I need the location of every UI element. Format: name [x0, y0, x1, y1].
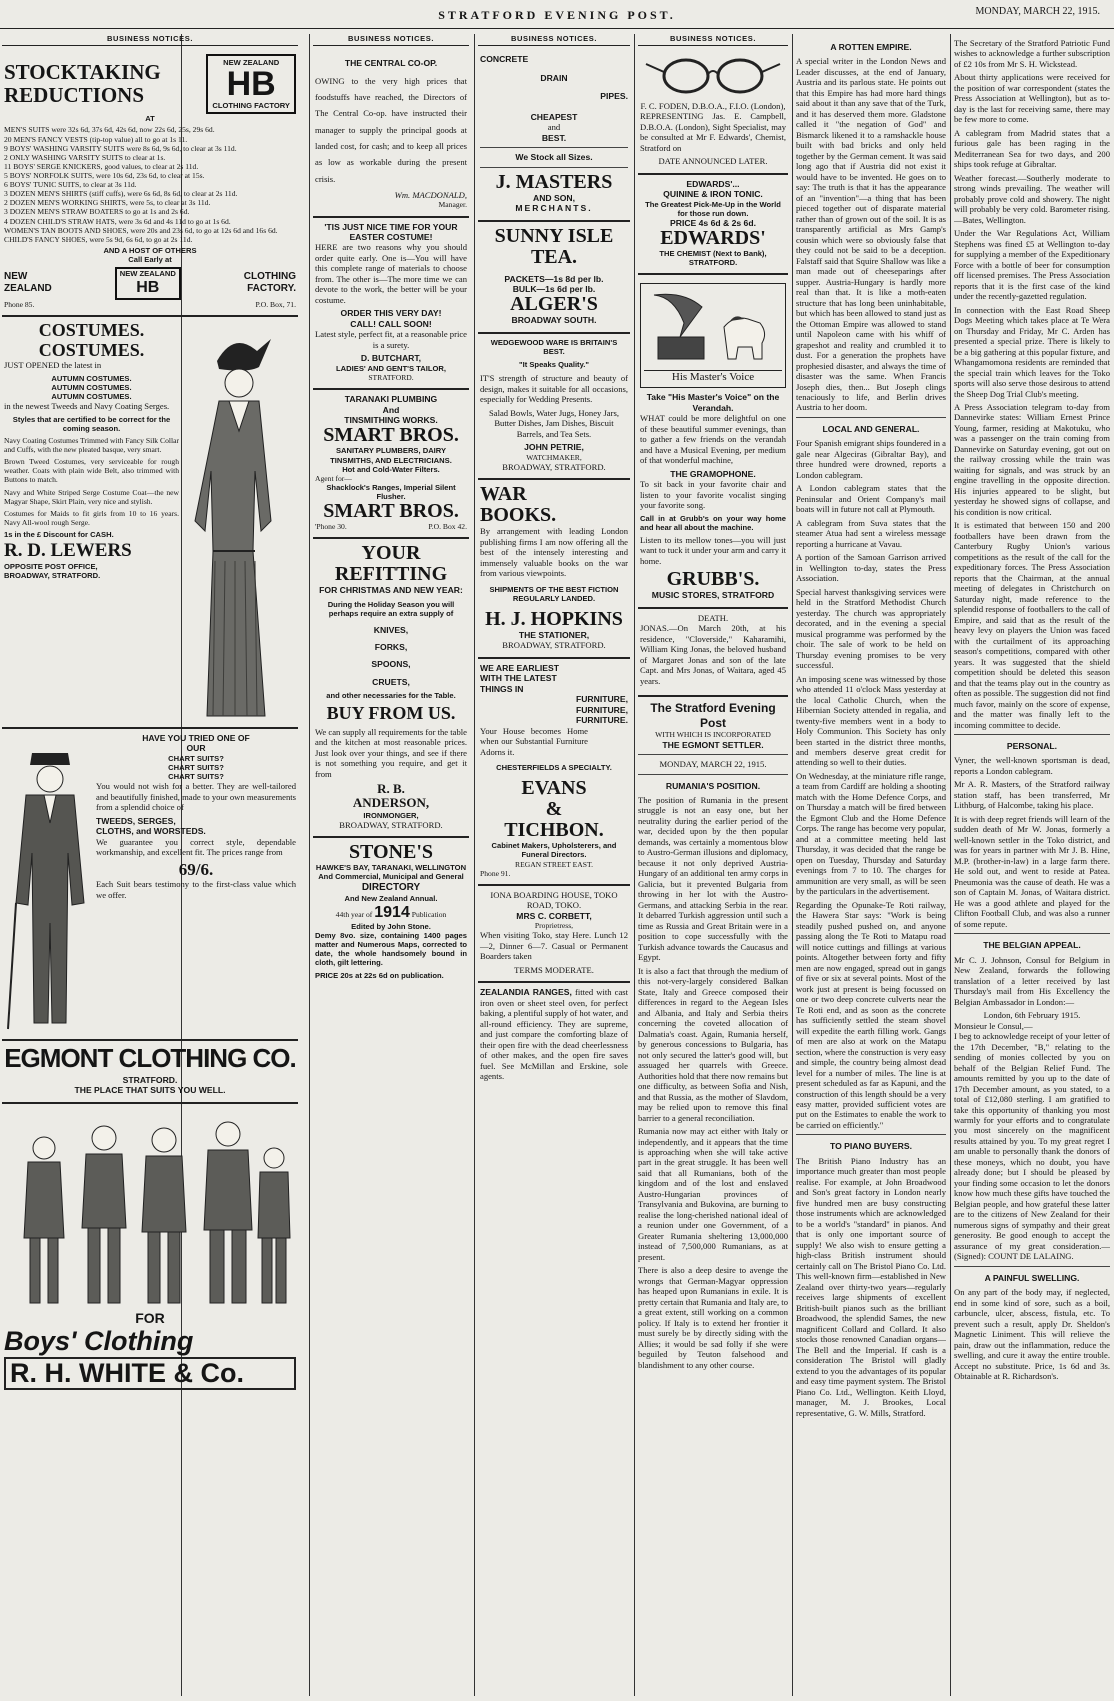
article-paragraph: It is with deep regret friends will learn of the sudden death of Mr W. Jonas, formerly a well-known settler in the Toko district, and was for years in partner with Mr J. B. Hine, M.P. (brother-in-law) in a large farm there. He sold out, and went to reside at Patea. Pneumonia was the cause of death. He was a son of Captain M. Jonas, of Waitara district. He was a good athlete and played for the Clifton Football Club, and was also a runner of some repute. — [954, 813, 1110, 929]
ad-text: THE GRAMOPHONE. — [670, 468, 756, 479]
article-title: A ROTTEN EMPIRE. — [830, 42, 912, 52]
egmont-clothing-ad — [2, 729, 298, 1041]
advertiser-address: OPPOSITE POST OFFICE, — [4, 562, 98, 572]
evans-tichbon-furniture-ad — [478, 659, 630, 886]
advertiser-name: ALGER'S — [510, 293, 598, 316]
boys-illustration — [4, 1108, 294, 1308]
death-notice — [638, 609, 788, 697]
advertiser-name: ANDERSON, — [352, 795, 430, 811]
article-paragraph: On Wednesday, at the miniature rifle range, a team from Cardiff are holding a shooting match with the Home Defence Corps, and on Thursday a match will be fired between the Egmont Club and the Home Defence Corps. The range has become very popular, and at a committee meeting held last Thursday, it was decided that the range be open on Tuesday, Thursday and Saturday evenings from 7 to 10. The charges for ammunition are very small, as will be seen by the particulars in the advertisement. — [796, 770, 946, 897]
article-paragraph: A portion of the Samoan Garrison arrived in Wellington to-day, states the Press Association. — [796, 552, 946, 584]
ad-text: BULK—1s 6d per lb. — [512, 283, 596, 294]
list-item: 9 BOYS' WASHING VARSITY SUITS were 8s 6d, 9s 6d, to clear at 3s 11d. — [4, 143, 237, 153]
phone-number: 'Phone 30. — [315, 522, 347, 532]
ad-text: Call in at Grubb's on your way home and hear all about the machine. — [640, 513, 786, 532]
advertiser-name: JOHN PETRIE, — [524, 442, 584, 453]
divider — [638, 774, 788, 775]
article-paragraph: The Secretary of the Stratford Patriotic Fund wishes to acknowledge a further subscription of £2 10s from Mr S. H. Wickstead. — [954, 38, 1110, 69]
ad-text: HAVE YOU TRIED ONE OF — [142, 732, 250, 743]
ad-text: WITH THE LATEST — [480, 673, 557, 684]
column-rule — [634, 34, 635, 1696]
article-paragraph: A Press Association telegram to-day from Dannevirke states: William Ernest Prince Young, farmer, residing at Makotuku, who was a passenger on the train coming from Dannevirke on Saturday evening, got out on the railway crossing while the train was waiting for signals, and was struck by an engine travelling in the opposite direction. His injuries appeared to be slight, but yesterday he showed signs of collapse, and his condition is now critical. — [954, 401, 1110, 517]
article-paragraph: A London cablegram states that the Peninsular and Orient Company's mail boats will in future not call at Plymouth. — [796, 483, 946, 515]
ad-text: Latest style, perfect fit, at a reasonable price is a surety. — [315, 329, 467, 350]
ad-text: CHEAPEST — [530, 111, 578, 122]
ad-text: in the newest Tweeds and Navy Coating Serges. — [4, 401, 170, 412]
hb-logo-small — [115, 267, 181, 300]
logo-text: NEW ZEALAND — [223, 58, 280, 68]
advertiser-address: BROADWAY, STRATFORD. — [502, 640, 606, 651]
phone-number: Phone 91. — [480, 868, 511, 878]
ad-title: TARANAKI PLUMBING — [344, 394, 438, 405]
list-item: 5 BOYS' NORFOLK SUITS, were 10s 6d, 23s 6d, to clear at 15s. — [4, 171, 205, 181]
ad-text: Costumes for Maids to fit girls from 10 to 16 years. Navy All-wool rough Serge. — [4, 508, 179, 527]
logo-mark: HB — [226, 65, 276, 104]
column-4 — [638, 34, 788, 1694]
ad-text: KNIVES, — [373, 624, 409, 635]
section-heading: BUSINESS NOTICES. — [638, 34, 788, 46]
ad-title: COSTUMES. — [38, 339, 145, 360]
ad-text: FURNITURE, — [575, 694, 628, 705]
ad-text: The Greatest Pick-Me-Up in the World for those run down. — [645, 199, 781, 218]
ad-text: and other necessaries for the Table. — [326, 690, 456, 700]
column-3 — [478, 34, 630, 1694]
column-rule — [474, 34, 475, 1696]
column-6 — [954, 34, 1110, 1694]
divider — [480, 147, 628, 148]
article-title: RUMANIA'S POSITION. — [665, 780, 761, 791]
list-item: 6 BOYS' TUNIC SUITS, to clear at 3s 11d. — [4, 180, 137, 190]
paper-name: The Stratford Evening Post — [650, 701, 776, 730]
ad-text: You would not wish for a better. They are well-tailored and beautifully finished, made to your own measurements from a splendid choice of — [96, 781, 296, 813]
article-paragraph: The British Piano Industry has an importance much greater than most people realise. For example, at John Broadwood and Son's great factory in London nearly five hundred men are busy constructing those instruments which are acknowledged to be a world's "standard" in pianos. And that is only one important source of supply! We also wish to ensure getting a high-class British instrument should certainly call on The Bristol Piano Co. Ltd. This well-known firm—established in New Zealand over thirty-two years—regularly receives large shipments of excellent British-built pianos such as the brilliant Broadwood, the splendid Sames, the new magnificent Collard and Collard. It also stocks those renowned Canadian organs—The Bell and the Imperial. If cash is a consideration The Bristol will gladly extend to you the advantages of its popular and easy time payment system. The Bristol Piano Co. Ltd., Wellington. Keith Lloyd, manager, M. J. Brookes, Local representative, G. W. Mills, Stratford. — [796, 1155, 946, 1418]
masters-drain-pipes-ad — [478, 50, 630, 221]
article-paragraph: A cablegram from Suva states that the steamer Atua had sent a wireless message reporting a hurricane at Vavau. — [796, 517, 946, 549]
article-paragraph: Under the War Regulations Act, William Stephens was fined £5 at Wellington to-day for supplying a member of the Expeditionary Force with a bottle of beer for consumption off licensed premises. The Press Association reports that it is the first case of the kind under the recently-gazetted regulation. — [954, 228, 1110, 302]
advertiser-name: EDWARDS' — [660, 227, 766, 250]
column-2 — [313, 34, 469, 1694]
anderson-ironmonger-ad — [313, 539, 469, 838]
article-title: TO PIANO BUYERS. — [830, 1141, 912, 1152]
foden-optician-ad — [638, 50, 788, 174]
petrie-wedgewood-ad — [478, 334, 630, 480]
advertiser-address: REGAN STREET EAST. — [515, 859, 593, 869]
ad-text: DIRECTORY — [361, 881, 421, 893]
ad-text: CHART SUITS? — [168, 762, 224, 772]
masthead — [0, 0, 1114, 29]
masthead-date: MONDAY, MARCH 22, 1915. — [975, 6, 1100, 17]
column-rule — [309, 34, 310, 1696]
list-item: CHILD'S FANCY SHOES, were 5s 9d, 6s 6d, to go at 2s 11d. — [4, 234, 193, 244]
advertiser-name: R. H. WHITE & Co. — [4, 1357, 296, 1391]
advertiser-name: F. C. FODEN, D.B.O.A., F.I.O. (London), — [640, 100, 786, 111]
lewers-costumes-ad — [2, 317, 298, 729]
advertiser-name: MRS C. CORBETT, — [516, 910, 592, 921]
advertiser-name: D. BUTCHART, — [360, 353, 422, 364]
ad-text: Hot and Cold-Water Filters. — [342, 464, 440, 474]
logo-text: NEW ZEALAND — [119, 269, 176, 279]
ad-text: Navy and White Striped Serge Costume Coat—the new Magyar Shape, Skirt Plain, very nice and stylish. — [4, 487, 179, 506]
ad-text: FURNITURE. — [575, 715, 628, 726]
ad-text: 1914 — [374, 903, 410, 921]
ad-title: BUY FROM US. — [326, 702, 456, 723]
edwards-tonic-ad — [638, 175, 788, 276]
divider — [954, 1266, 1110, 1267]
ad-title: REFITTING — [334, 563, 448, 586]
advertiser-address: BROADWAY, STRATFORD. — [502, 461, 606, 472]
ad-text: CHART SUITS? — [168, 753, 224, 763]
section-heading: BUSINESS NOTICES. — [478, 34, 630, 46]
ad-title: SUNNY ISLE — [494, 224, 614, 247]
article-paragraph: A special writer in the London News and Leader discusses, at the end of January, Austria and its parlous state. He points out that this Empire has had more hard things said about it than any save that of the Turk, and it has deserved them more. Gladstone called it "the negation of God" and Bismarck likened it to a ramshackle house built with bad bricks and only held together by the German cement. It was said long ago that if Austria did not exist it would have to be invented. He goes on to say: The truth is that it has the appearance of an "invention"—a thing that has been pieced together out of disparate material rather than of grown out of the soil. It is as transparently artificial as Mrs Gamp's cousin which were so obviously false that they could not be said to be a deception. Falstaff said that Squire Shallow was like a man made out of cheeseparings after supper. Austria-Hungary is hardly more real than that. It is like a moth-eaten structure that has long been uninhabitable, but which has been allowed to stand just as the Ottoman Empire was allowed to stand until Napoleon came with his whiff of grapeshot and reality and crumbled it to dust. For a generation the prophets have prophesied disaster, and always the time of disaster was the same. When Francis Joseph dies, then... But Joseph clings tenaciously to life, and Berlin drives Austria to her doom. — [796, 56, 946, 413]
list-item: 2 ONLY WASHING VARSITY SUITS to clear at 1s. — [4, 152, 166, 162]
ad-text: OUR — [186, 743, 206, 754]
ad-text: THINGS IN — [480, 683, 524, 694]
ad-title: Boys' Clothing — [4, 1326, 194, 1357]
article-paragraph: In connection with the East Road Sheep Dogs Meeting which takes place at Te Wera on Thursday and Friday, Mr C. Arden has presented a special prize. There is likely to be a big gathering at this popular fixture, and Whangamomona residents are reminded that the special train which leaves for the Toko sports will also serve those desirous to attend the Sheep Dog Trial Club's meeting. — [954, 304, 1110, 399]
ad-text: Listen to its mellow tones—you will just want to tuck it under your arm and carry it home. — [640, 534, 786, 566]
central-coop-ad — [313, 50, 469, 217]
article-paragraph: Four Spanish emigrant ships foundered in a gale near Algeciras (Gibraltar Bay), and three hundred were drowned, reports a London cablegram. — [796, 438, 946, 480]
ad-text: We can supply all requirements for the table and the kitchen at most reasonable prices. Just look over your things, and see if there is not something you require, and get it from — [315, 726, 467, 779]
column-5 — [796, 34, 946, 1694]
ad-title: And — [382, 404, 400, 415]
stones-directory-ad — [313, 838, 469, 985]
ad-text: MERCHANTS. — [515, 203, 593, 214]
article-paragraph: Mr A. R. Masters, of the Stratford railway station staff, has been transferred, Mr Lithburg, of Halcombe, taking his place. — [954, 779, 1110, 811]
advertiser-address: BROADWAY SOUTH. — [511, 315, 597, 326]
ad-text: By arrangement with leading London publishing firms I am now offering all the best of the intensely interesting and immensely valuable books on the war from various viewpoints. — [480, 526, 628, 579]
ad-text: HAWKE'S BAY, TARANAKI, WELLINGTON And Commercial, Municipal and General — [315, 863, 467, 882]
advertiser-name: GRUBB'S. — [666, 568, 760, 591]
zealandia-ranges-ad — [478, 983, 630, 1090]
column-rule — [950, 34, 951, 1696]
ad-text: Cabinet Makers, Upholsterers, and Funeral Directors. — [491, 841, 617, 860]
editorial-date: MONDAY, MARCH 22, 1915. — [659, 759, 767, 770]
article-paragraph: Mr C. J. Johnson, Consul for Belgium in New Zealand, forwards the following translation of a letter received by last Thursday's mail from His Excellency the Belgian Ambassador in London:— — [954, 954, 1110, 1007]
article-paragraph: I beg to acknowledge receipt of your letter of the 17th December, "B," relating to the sending of monies collected by you on behalf of the Belgian Relief Fund. The amounts remitted by you up to the date of 17th December amount, as you stated, to a total of £12,080 sterling. I am gratified to take this opportunity of thanking you most warmly for your efforts and to congratulate you most sincerely on the magnificent results attained by you. To my great regret I am unable to personally thank the donors of these moneys, which no doubt, you have already done; but I should be pleased by your finding some occasion to let the donors know how much these gifts have touched the Belgian people, and how grateful these latter are to the citizens of New Zealand for their numerous signs of sympathy and their great generosity. Be good enough to accept the assurance of my great consideration.—(Signed): COUNT DE LALAING. — [954, 1031, 1110, 1262]
ad-text: To sit back in your favorite chair and listen to your favorite vocalist singing your favorite song. — [640, 479, 786, 511]
article-paragraph: An imposing scene was witnessed by those who attended 11 o'clock Mass yesterday at the local Catholic Church, when the Hibernian Society attended in regalia, and twenty-five members went in a body to Holy Communion. This Society has only been started in the district three months, and members deserve great credit for attending so well to their duties. — [796, 673, 946, 768]
ad-text: DRAIN — [540, 72, 568, 83]
article-paragraph: It is estimated that between 150 and 200 footballers have been drawn from the Canterbury Rugby Union's various competitions as the result of the call for the expeditionary forces. The Press Association reports that the Chairman, at the annual meeting of delegates in Christchurch on Saturday night, made reference to the splendid response of footballers to the call of Empire, and said that as the result of the heavy levy on players the Union was faced with the curtailment of its approaching season's competitions, compared with other years. It was suggested that the shield competition should be deleted this season and that the teams play out in the country as often as possible. The suggestion did not find much favor, mainly on the score of expense, and the matter was finally left to the incoming committee to decide. — [954, 520, 1110, 730]
ad-text: DATE ANNOUNCED LATER. — [658, 156, 768, 167]
ad-text: Shacklock's Ranges, Imperial Silent Flusher. — [326, 482, 456, 502]
advertiser-address: MUSIC STORES, STRATFORD — [651, 590, 775, 601]
ad-text: CLOTHING — [243, 271, 296, 283]
ad-text: "It Speaks Quality." — [519, 360, 589, 370]
article-paragraph: A cablegram from Madrid states that a furious gale has been raging in the Mediterranean Sea for two days, and 200 ships took refuge at Gibraltar. — [954, 127, 1110, 170]
ad-text: Agent for— — [315, 473, 352, 483]
ad-text: TERMS MODERATE. — [514, 964, 594, 975]
ad-text: CLOTHS, and WORSTEDS. — [96, 826, 206, 837]
ad-text: WE ARE EARLIEST — [480, 662, 559, 673]
ad-text: When visiting Toko, stay Here. Lunch 12—2, Dinner 6—7. Casual or Permanent Boarders taken — [480, 930, 628, 962]
ad-text: Proprietress, — [534, 921, 574, 931]
hb-clothing-ad — [2, 50, 298, 317]
divider — [796, 1134, 946, 1135]
ad-title: Take "His Master's Voice" on the Verandah. — [646, 392, 780, 413]
editorial — [638, 701, 788, 1370]
ad-text: CHART SUITS? — [168, 772, 224, 782]
ad-text: ZEALAND — [4, 283, 52, 295]
article-title: LOCAL AND GENERAL. — [822, 423, 920, 434]
ad-text: PACKETS—1s 8d per lb. — [504, 273, 604, 284]
article-paragraph: Weather forecast.—Southerly moderate to strong winds prevailing. The weather will probably prove cold and showery. The night will probably be very cold. Barometer rising.—Bates, Wellington. — [954, 172, 1110, 225]
advertiser-name: TICHBON. — [504, 819, 604, 842]
list-item: 20 MEN'S FANCY VESTS (tip-top value) all to go at 1s 11. — [4, 134, 188, 144]
ad-text: CALL! CALL SOON! — [350, 318, 432, 329]
woman-costume-illustration — [179, 321, 289, 721]
list-item: 11 BOYS' SERGE KNICKERS, good values, to clear at 2s 11d. — [4, 161, 199, 171]
ad-title: TEA. — [530, 245, 578, 268]
ad-text: IRONMONGER, — [363, 810, 419, 820]
advertiser-name: J. MASTERS — [495, 170, 613, 193]
white-boys-clothing-ad — [2, 1104, 298, 1397]
column-rule — [792, 34, 793, 1696]
ad-title: WAR — [480, 483, 527, 506]
ad-title: THE CENTRAL CO-OP. — [344, 58, 438, 69]
ad-text: JUST OPENED the latest in — [4, 360, 102, 371]
ad-text: ORDER THIS VERY DAY! — [340, 308, 442, 319]
newspaper-title: STRATFORD EVENING POST. — [438, 8, 676, 22]
ad-title: REDUCTIONS — [4, 83, 145, 108]
ad-text: CHESTERFIELDS A SPECIALTY. — [496, 763, 612, 773]
article-title: A PAINFUL SWELLING. — [984, 1272, 1080, 1283]
ad-text: WITH WHICH IS INCORPORATED — [655, 730, 771, 740]
ad-title: TINSMITHING WORKS. — [344, 415, 438, 425]
section-heading: BUSINESS NOTICES. — [313, 34, 469, 46]
list-item: MEN'S SUITS were 32s 6d, 37s 6d, 42s 6d, now 22s 6d, 25s, 29s 6d. — [4, 125, 215, 135]
egmont-footer — [2, 1041, 298, 1104]
ad-text: Styles that are certified to be correct for the coming season. — [12, 414, 171, 433]
ad-text: THE STATIONER, — [518, 629, 590, 640]
butchart-tailor-ad — [313, 218, 469, 391]
list-item: 3 DOZEN MEN'S SHIRTS (stiff cuffs), were 6s 6d, 8s 6d, to clear at 2s 11d. — [4, 189, 238, 199]
ad-text: WHAT could be more delightful on one of these beautiful summer evenings, than to gather a few friends on the verandah and have a Musical Evening, per medium of that wonderful machine, — [640, 413, 786, 466]
ad-text: BEST. — [541, 132, 567, 143]
ad-text: AND SON, — [532, 192, 576, 203]
ad-text: AND A HOST OF OTHERS — [103, 245, 197, 255]
advertiser-name: SMART BROS. — [323, 500, 459, 523]
list-item: 3 DOZEN MEN'S STRAW BOATERS to go at 1s and 2s 6d. — [4, 207, 190, 217]
letter-date: London, 6th February 1915. — [983, 1010, 1081, 1021]
smart-bros-ad — [313, 390, 469, 539]
article-paragraph: It is also a fact that through the medium of this not-very-largely considered Balkan State, Italy and Greece composed their differences in regard to the Aegean Isles and Albania, and Italy and Serbia theirs concerning the coveted allocation of Dalmatia's coast. Again, Rumania herself, by generous concessions to Bulgaria, has not only secured the latter's good will, but assuaged her quarrels with Greece. Authorities hold that there now remains but one difficulty, as between Sofia and Nish, and that Russia, as the mother of Slavdom, may be relied upon to remove this final barrier to a general reconciliation. — [638, 965, 788, 1123]
article-paragraph: About thirty applications were received for the position of war correspondent (states the Press Association at Wellington), but as to-day is the last for receiving same, there may be few more to come. — [954, 72, 1110, 125]
logo-mark: HB — [136, 279, 160, 297]
ad-text: CONCRETE — [480, 54, 529, 65]
ad-text: fitted with cast iron oven or sheet steel oven, for perfect baking, a plentiful supply of hot water, and all-round efficiency. They are supreme, and just compare the comforting blaze of their open fire with the dead cheerlessness of other makes, and the open fire saves fuel. See McMillan and Erskine, sole agents. — [480, 987, 629, 1082]
ad-title: EDWARDS'... — [686, 178, 740, 189]
ad-title: COSTUMES. — [38, 319, 145, 340]
ad-text: 1s in the £ Discount for CASH. — [4, 529, 114, 539]
article-title: PERSONAL. — [1006, 741, 1058, 751]
ad-text: TWEEDS, SERGES, — [96, 815, 176, 826]
ad-text: HERE are two reasons why you should order quite early. One is—You will have this complete range of materials to choose from. The other is—The more time we can devote to the work, the better will be your costume. — [315, 242, 467, 305]
ad-text: PIPES. — [600, 91, 628, 102]
divider — [638, 754, 788, 755]
gramophone-dog-illustration — [644, 287, 784, 367]
his-masters-voice-logo: His Master's Voice — [644, 370, 782, 384]
ad-text: and — [547, 122, 561, 133]
price: PRICE 4s 6d & 2s 6d. — [670, 217, 756, 228]
price-list — [4, 125, 296, 243]
ad-text: Each Suit bears testimony to the first-class value which we offer. — [96, 879, 296, 900]
ad-text: Salad Bowls, Water Jugs, Honey Jars, Butter Dishes, Jam Dishes, Biscuit Barrels, and Tea Sets. — [489, 407, 619, 439]
ad-title: IONA BOARDING HOUSE, TOKO ROAD, TOKO. — [490, 889, 618, 911]
ad-title: BOOKS. — [480, 504, 557, 527]
po-box: P.O. Box 42. — [428, 522, 467, 532]
ad-title: STOCKTAKING — [4, 60, 161, 85]
ad-text: And New Zealand Annual. — [344, 893, 438, 903]
ad-text: FORKS, — [374, 642, 408, 653]
advertiser-name: R. D. LEWERS — [4, 540, 132, 562]
signature: Wm. MACDONALD, — [394, 189, 467, 200]
advertiser-address: THE CHEMIST (Next to Bank), STRATFORD. — [659, 249, 767, 268]
article-title: THE BELGIAN APPEAL. — [983, 940, 1081, 951]
logo-text: CLOTHING FACTORY — [212, 101, 290, 111]
ad-text: FURNITURE, — [575, 704, 628, 715]
article-paragraph: The position of Rumania in the present struggle is not an easy one, but her neutrality during the earlier period of the war, decided upon by the then popular demands, was certainly a momentous blow to Austro-German illusions and diplomacy, because it not only deprived Austria-Hungary of an additional ten army corps in Galicia, but it prevented Bulgaria from throwing in her lot with the Austro-Germans, and attacking Serbia in the rear. It debarred Turkish aggression until such a time as Russia and Great Britain were in a position to cope successfully with the Turkish advance towards the Caucasus and Egypt. — [638, 795, 788, 963]
divider — [954, 933, 1110, 934]
ad-text: AUTUMN COSTUMES. — [51, 383, 132, 393]
hb-logo — [206, 54, 296, 114]
ad-text: SANITARY PLUMBERS, DAIRY TINSMITHS, AND ELECTRICIANS. — [330, 446, 452, 465]
ad-text: Manager. — [438, 200, 467, 210]
list-item: 2 DOZEN MEN'S WORKING SHIRTS, were 5s, to clear at 3s 11d. — [4, 198, 211, 208]
article-paragraph: There is also a deep desire to avenge the wrongs that German-Magyar oppression has heaped upon Rumanians in exile. It is pretty certain that Rumania and Italy are, to a great extent, still working on a common policy. If Italy is to extend her frontier it must surely be by directly siding with the Allies; it would be sad folly if she were beguiled by Teuton falsehood and blandishment to any other course. — [638, 1265, 788, 1370]
letter-salutation: Monsieur le Consul,— — [954, 1020, 1033, 1031]
article-paragraph: On any part of the body may, if neglected, end in some kind of sore, such as a boil, carbuncle, ulcer, abscess, fistula, etc. To prevent such a result, apply Dr. Sheldon's Magnetic Liniment. This will relieve the pain, draw out the inflammation, reduce the swelling, and cure it away the entire trouble. Accept no substitute. Price, 1s 6d and 3s. Obtainable at R. Richardson's. — [954, 1287, 1110, 1382]
ad-text: Edited by John Stone. — [351, 922, 431, 932]
advertiser-address: BROADWAY, STRATFORD. — [339, 819, 443, 830]
advertiser-name: R. B. — [377, 781, 405, 797]
ad-text: SPOONS, — [371, 659, 411, 670]
divider — [796, 417, 946, 418]
ad-text: Publication — [411, 909, 447, 919]
ad-title: WEDGEWOOD WARE IS BRITAIN'S BEST. — [490, 337, 618, 357]
ad-text: OWING to the very high prices that foodstuffs have reached, the Directors of The Central Co-op. have instructed their manager to supply the principal goods at landed cost, for cash; and to keep all prices as low as workable during the present crisis. — [315, 75, 467, 184]
divider — [954, 734, 1110, 735]
ad-text: FOR — [135, 1310, 165, 1327]
advertiser-name: EGMONT CLOTHING CO. — [4, 1042, 296, 1073]
ad-text: AT — [145, 114, 155, 124]
column-1 — [2, 34, 298, 1694]
ad-text: Call Early at — [128, 255, 172, 264]
ad-title: QUININE & IRON TONIC. — [663, 189, 763, 200]
advertiser-address: STRATFORD. — [122, 1074, 178, 1085]
ad-text: Brown Tweed Costumes, very serviceable for rough weather. Coats with plain wide Belt, also trimmed with Buttons to match. — [4, 457, 179, 485]
ad-text: We Stock all Sizes. — [515, 152, 593, 163]
advertiser-name: EVANS — [521, 777, 587, 800]
ad-text: CRUETS, — [372, 676, 410, 687]
slogan: THE PLACE THAT SUITS YOU WELL. — [74, 1085, 226, 1096]
ad-text: THE EGMONT SETTLER. — [662, 739, 764, 750]
man-suit-illustration — [4, 733, 96, 1033]
ad-text: PRICE 20s at 22s 6d on publication. — [315, 970, 444, 980]
ad-text: AUTUMN COSTUMES. — [51, 392, 132, 402]
article-paragraph: Regarding the Opunake-Te Roti railway, the Hawera Star says: "Work is being steadily pushed pushed on, and anyone passing along the Te Roti to Matapu road will notice cuttings and fillings at various points. Altogether between forty and fifty men are now engaged, spread out in gangs of five or six at several points. Most of the work just at present is being focussed on one or two deep concrete culverts near the Te Roti end, and as soon as the concrete has sufficiently settled the steam shovel will expedite the earth filling work. Gangs of men are also at work on the Matapu section, where the construction is very easy and simple, the country being almost dead level for a number of miles. The line is at present scheduled as far as Kapuni, and the construction of this length should be a very easy matter, provided sufficient votes are put on the Estimates to enable the work to be carried on efficiently." — [796, 899, 946, 1130]
ad-text: FACTORY. — [247, 283, 296, 295]
article-paragraph: Rumania now may act either with Italy or independently, and it appears that the time is approaching when she will take active part in the great struggle. It has been well said that all Rumanians, both of the kingdom and of the lost and enslaved Austro-Hungarian provinces of Transylvania and Bukovina, are burning to realise the long-cherished national ideal of a reunion under one Government, of a Greater Rumania sheltering 13,000,000 instead of 7,500,000 Rumanians, as at present. — [638, 1126, 788, 1262]
ad-text: AUTUMN COSTUMES. — [51, 373, 132, 383]
ad-text: REPRESENTING Jas. E. Campbell, D.B.O.A. (London), Sight Specialist, may be consulted at Mr F. Edwards', Chemist, Stratford on — [640, 111, 786, 153]
ad-title: FOR CHRISTMAS AND NEW YEAR: — [319, 585, 463, 596]
notice-title: DEATH. — [697, 612, 729, 623]
ad-title: STONE'S — [348, 841, 434, 864]
alger-tea-ad — [478, 222, 630, 334]
po-box: P.O. Box, 71. — [255, 299, 296, 309]
ad-text: 44th year of — [335, 909, 373, 919]
ad-text: SHIPMENTS OF THE BEST FICTION REGULARLY LANDED. — [489, 584, 619, 603]
ad-text: IT'S strength of structure and beauty of design, makes it suitable for all occasions, especially for Wedding Presents. — [480, 373, 628, 405]
ad-text: Your House becomes Home when our Substantial Furniture Adorns it. — [480, 725, 588, 757]
phone-number: Phone 85. — [4, 299, 35, 309]
ad-text: Navy Coating Costumes Trimmed with Fancy Silk Collar and Cuffs, with the new pleated basque, very smart. — [4, 435, 179, 455]
advertiser-address: BROADWAY, STRATFORD. — [4, 571, 101, 581]
spectacles-icon — [640, 54, 786, 98]
section-heading: BUSINESS NOTICES. — [2, 34, 298, 46]
list-item: WOMEN'S TAN BOOTS AND SHOES, were 20s and 23s 6d, to go at 12s 6d and 16s 6d. — [4, 225, 278, 235]
divider — [480, 167, 628, 168]
advertiser-address: STRATFORD. — [368, 372, 414, 382]
article-paragraph: Special harvest thanksgiving services were held in the Stratford Methodist Church yesterday. The church was appropriately decorated, and in the evening a special musical programme was performed by the choir. The sale of work to be held on Thursday evening promises to be very successful. — [796, 586, 946, 671]
advertiser-name: & — [545, 798, 563, 821]
notice-text: JONAS.—On March 20th, at his residence, "Cloverside," Kaharamihi, William King Jonas, the beloved husband of Margaret Jonas and son of the late Capt. and Mrs Jonas, of Waitara, aged 45 years. — [640, 623, 786, 686]
ad-text: WATCHMAKER, — [526, 452, 582, 462]
ad-title: YOUR — [361, 542, 421, 565]
ad-text: NEW — [4, 271, 28, 283]
article-paragraph: Vyner, the well-known sportsman is dead, reports a London cablegram. — [954, 755, 1110, 776]
advertiser-name: SMART BROS. — [323, 424, 459, 447]
grubbs-gramophone-ad — [638, 275, 788, 608]
ad-text: During the Holiday Season you will perhaps require an extra supply of — [327, 599, 455, 618]
ad-text: Demy 8vo. size, containing 1400 pages matter and Numerous Maps, corrected to date, the whole handsomely bound in cloth, gilt lettering. — [315, 931, 467, 968]
price: 69/6. — [178, 859, 214, 879]
list-item: 4 DOZEN CHILD'S STRAW HATS, were 3s 6d and 4s 11d to go at 1s 6d. — [4, 216, 231, 226]
ad-text: We guarantee you correct style, dependable workmanship, and excellent fit. The prices range from — [96, 836, 296, 858]
ad-title: 'TIS JUST NICE TIME FOR YOUR EASTER COSTUME! — [324, 221, 458, 242]
iona-boarding-house-ad — [478, 886, 630, 984]
ad-text: LADIES' AND GENT'S TAILOR, — [336, 363, 446, 373]
advertiser-name: H. J. HOPKINS — [485, 607, 623, 630]
ad-title: ZEALANDIA RANGES, — [480, 987, 572, 998]
hopkins-war-books-ad — [478, 480, 630, 659]
